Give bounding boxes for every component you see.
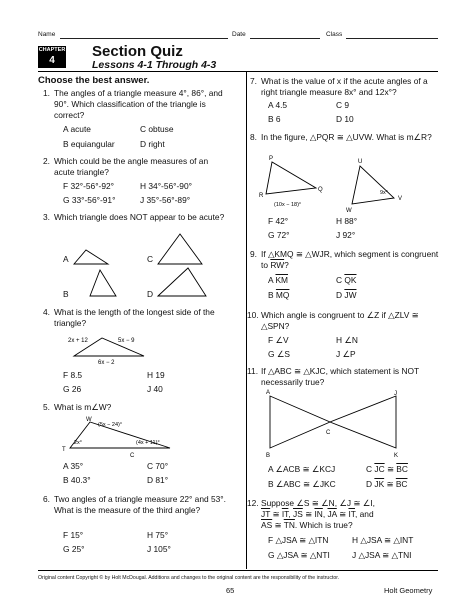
q9-option-c-letter: C	[336, 275, 345, 285]
triangle-b	[90, 270, 116, 296]
question-4	[43, 307, 229, 329]
q10-option-j[interactable]: J ∠P	[336, 349, 356, 359]
class-label: Class	[326, 31, 343, 38]
q8-vertex-v: V	[398, 196, 403, 202]
q9-option-d[interactable]	[336, 290, 356, 301]
q9-option-c[interactable]	[336, 275, 356, 286]
question-3	[43, 212, 229, 223]
q6-option-f[interactable]: F 15°	[63, 530, 84, 540]
q12-line1: Suppose ∠S ≅ ∠N, ∠J ≅ ∠I,	[261, 498, 375, 508]
instructions: Choose the best answer.	[38, 75, 150, 86]
question-5	[43, 402, 229, 413]
q8-number: 8.	[250, 132, 257, 142]
q1-text: The angles of a triangle measure 4°, 86°, and 90°. Which classification of the triangle is correct?	[54, 88, 223, 120]
q7-number: 7.	[250, 76, 257, 86]
q10-option-g[interactable]: G ∠S	[268, 349, 290, 359]
triangle-a	[74, 250, 108, 264]
q8-vertex-u: U	[358, 159, 363, 165]
q3-triangles-figure	[70, 232, 240, 304]
footer-rule	[38, 570, 438, 571]
q2-text: Which could be the angle measures of an acute triangle?	[54, 156, 209, 177]
triangle-kjc	[330, 396, 396, 448]
q5-vertex-c: C	[130, 453, 135, 458]
question-10	[247, 310, 441, 332]
q2-number: 2.	[43, 156, 50, 166]
q6-option-j[interactable]: J 105°	[147, 544, 171, 554]
q9-option-a-seg: $\overline{KM}$	[275, 275, 289, 285]
q9-option-b-letter: B	[268, 290, 276, 300]
q7-option-d[interactable]: D 10	[336, 114, 354, 124]
q12-seg-tn: $\overline{TN}$	[283, 520, 295, 530]
question-11	[247, 366, 441, 388]
q3-option-d[interactable]: D	[147, 289, 154, 299]
q11-option-d-seg2: $\overline{BC}$	[395, 479, 408, 489]
q12-number: 12.	[247, 498, 259, 508]
q1-number: 1.	[43, 88, 50, 98]
q5-triangle-figure	[58, 414, 178, 458]
q2-option-h[interactable]: H 34°-56°-90°	[140, 181, 192, 191]
q5-angle-c: (4x + 11)°	[136, 440, 160, 446]
q1-option-b[interactable]: B equiangular	[63, 139, 115, 149]
name-label: Name	[38, 31, 56, 38]
page-number: 65	[226, 586, 235, 595]
q3-text: Which triangle does NOT appear to be acute?	[54, 212, 225, 222]
chapter-box	[38, 46, 66, 68]
q4-option-g[interactable]: G 26	[63, 384, 82, 394]
question-2	[43, 156, 229, 178]
q2-option-f[interactable]: F 32°-56°-92°	[63, 181, 115, 191]
q11-number: 11.	[247, 366, 259, 376]
q11-text: If △ABC ≅ △KJC, which statement is NOT necessarily true?	[261, 366, 419, 387]
q6-number: 6.	[43, 494, 50, 504]
q2-option-g[interactable]: G 33°-56°-91°	[63, 195, 116, 205]
q10-text: Which angle is congruent to ∠Z if △ZLV ≅ △SPN?	[261, 310, 419, 331]
q9-text-a: If △KMQ ≅ △WJR, which segment is congruent to	[261, 249, 439, 270]
q8-option-h[interactable]: H 88°	[336, 216, 358, 226]
q12-seg-js: $\overline{JS}$	[293, 509, 303, 519]
q5-option-a[interactable]: A 35°	[63, 461, 84, 471]
q7-text: What is the value of x if the acute angles of a right triangle measure 8x° and 12x°?	[261, 76, 428, 97]
q5-angle-w: (5x − 24)°	[98, 422, 123, 428]
q1-option-d[interactable]: D right	[140, 139, 165, 149]
q3-option-b[interactable]: B	[63, 289, 69, 299]
date-line	[250, 38, 320, 39]
q4-bottom-label: 6x − 2	[98, 360, 115, 366]
chapter-label: CHAPTER	[38, 47, 66, 53]
q4-triangle-figure	[66, 332, 166, 366]
triangle-pqr	[266, 162, 316, 194]
q3-option-c[interactable]: C	[147, 254, 154, 264]
q12-seg-ja: $\overline{JA}$	[327, 509, 337, 519]
q8-vertex-p: P	[269, 156, 274, 162]
q11-option-c-sym: ≅	[384, 464, 397, 474]
q6-option-g[interactable]: G 25°	[63, 544, 85, 554]
q11-option-d-letter: D	[366, 479, 375, 489]
question-7	[250, 76, 441, 98]
q9-option-a-letter: A	[268, 275, 276, 285]
top-rule	[38, 71, 438, 72]
q4-left-label: 2x + 12	[68, 338, 88, 344]
triangle-abc	[270, 396, 330, 448]
book-title: Holt Geometry	[384, 586, 433, 595]
q6-option-h[interactable]: H 75°	[147, 530, 169, 540]
q8-triangles-figure	[256, 154, 416, 212]
q5-number: 5.	[43, 402, 50, 412]
q8-option-j[interactable]: J 92°	[336, 230, 356, 240]
q11-option-d[interactable]	[366, 479, 407, 490]
q11-option-b[interactable]: B ∠ABC ≅ ∠JKC	[268, 479, 336, 489]
date-label: Date	[232, 31, 246, 38]
q4-option-f[interactable]: F 8.5	[63, 370, 83, 380]
q8-option-g[interactable]: G 72°	[268, 230, 290, 240]
page-title: Section Quiz	[92, 43, 183, 60]
q9-option-c-seg: $\overline{QK}$	[344, 275, 357, 285]
q9-text-segment: $\overline{RW}$	[270, 260, 285, 270]
q11-vertex-b: B	[266, 453, 271, 459]
q2-option-j[interactable]: J 35°-56°-89°	[140, 195, 191, 205]
q11-option-c-seg2: $\overline{BC}$	[396, 464, 408, 474]
q12-seg-in: $\overline{IN}$	[314, 509, 323, 519]
q12-seg-it2: $\overline{IT}$	[348, 509, 355, 519]
q3-number: 3.	[43, 212, 50, 222]
q11-option-c-seg1: $\overline{JC}$	[374, 464, 385, 474]
name-line	[60, 38, 228, 39]
q12-seg-it: $\overline{IT}$	[281, 509, 289, 519]
q1-option-a[interactable]: A acute	[63, 124, 91, 134]
q12-seg-as: $\overline{AS}$	[261, 520, 273, 530]
q8-angle-r: (10x − 18)°	[274, 202, 302, 208]
q5-option-c[interactable]: C 70°	[147, 461, 169, 471]
question-12: 12. Suppose ∠S ≅ ∠N, ∠J ≅ ∠I, $\overline{JT}$ ≅ $\overline{IT}$, $\overline{JS}$ ≅ $\overline{IN}$, $\overline{JA}$ ≅ $\overline{IT}$, and $\overline{AS}$ ≅ $\overline{TN}$. Which is true?	[247, 498, 375, 530]
q11-vertex-j: J	[394, 391, 397, 397]
q4-number: 4.	[43, 307, 50, 317]
q8-vertex-q: Q	[318, 187, 323, 193]
chapter-number: 4	[49, 55, 55, 66]
q9-option-a[interactable]	[268, 275, 288, 286]
q5-option-d[interactable]: D 81°	[147, 475, 169, 485]
q10-option-h[interactable]: H ∠N	[336, 335, 358, 345]
question-6	[43, 494, 234, 516]
q5-vertex-w: W	[86, 417, 92, 423]
q5-text: What is m∠W?	[54, 402, 112, 412]
q5-vertex-t: T	[62, 447, 66, 453]
q12-option-j[interactable]: J △JSA ≅ △TNI	[352, 550, 412, 560]
q3-option-a[interactable]: A	[63, 254, 69, 264]
triangle-uvw	[352, 166, 394, 204]
q4-right-label: 5x − 9	[118, 338, 135, 344]
q12-seg-jt: $\overline{JT}$	[261, 509, 271, 519]
q4-option-j[interactable]: J 40	[147, 384, 163, 394]
q10-number: 10.	[247, 310, 259, 320]
q7-option-c[interactable]: C 9	[336, 100, 350, 110]
q7-option-a[interactable]: A 4.5	[268, 100, 288, 110]
q4-option-h[interactable]: H 19	[147, 370, 165, 380]
q11-vertex-a: A	[266, 390, 271, 396]
q8-option-f[interactable]: F 42°	[268, 216, 289, 226]
q12-option-g[interactable]: G △JSA ≅ △NTI	[268, 550, 330, 560]
q8-vertex-r: R	[259, 193, 264, 199]
q9-number: 9.	[250, 249, 257, 259]
q5-option-b[interactable]: B 40.3°	[63, 475, 91, 485]
triangle-d	[158, 268, 206, 296]
q9-option-b[interactable]	[268, 290, 289, 301]
q7-option-b[interactable]: B 6	[268, 114, 281, 124]
q11-vertex-k: K	[394, 453, 399, 459]
q12-option-h[interactable]: H △JSA ≅ △INT	[352, 535, 414, 545]
q1-option-c[interactable]: C obtuse	[140, 124, 174, 134]
q12-option-f[interactable]: F △JSA ≅ △ITN	[268, 535, 329, 545]
page-subtitle: Lessons 4-1 Through 4-3	[92, 59, 217, 71]
q10-option-f[interactable]: F ∠V	[268, 335, 289, 345]
question-9	[250, 249, 441, 271]
copyright-footer: Original content Copyright © by Holt McDougal. Additions and changes to the original content are the responsibility of the instructor.	[38, 575, 340, 581]
q11-option-c-letter: C	[366, 464, 375, 474]
q11-option-a[interactable]: A ∠ACB ≅ ∠KCJ	[268, 464, 336, 474]
question-8	[250, 132, 441, 143]
q11-vertex-c: C	[326, 430, 331, 436]
q9-text-b: ?	[284, 260, 289, 270]
q11-figure	[258, 388, 408, 460]
q8-text: In the figure, △PQR ≅ △UVW. What is m∠R?	[261, 132, 432, 142]
triangle-c	[158, 234, 202, 264]
question-1	[43, 88, 229, 121]
q11-option-c[interactable]	[366, 464, 408, 475]
q9-option-b-seg: $\overline{MQ}$	[275, 290, 290, 300]
q12-line3-text: . Which is true?	[294, 520, 353, 530]
q9-option-d-seg: $\overline{JW}$	[344, 290, 357, 300]
q6-text: Two angles of a triangle measure 22° and 53°. What is the measure of the third angle?	[54, 494, 226, 515]
q8-angle-v: 9x°	[380, 190, 389, 196]
q11-option-d-seg1: $\overline{JK}$	[374, 479, 385, 489]
q11-option-d-sym: ≅	[384, 479, 396, 489]
q9-option-d-letter: D	[336, 290, 345, 300]
q4-text: What is the length of the longest side of the triangle?	[54, 307, 215, 328]
class-line	[346, 38, 438, 39]
q8-vertex-w: W	[346, 208, 352, 212]
q5-angle-t: 2x°	[74, 440, 83, 446]
